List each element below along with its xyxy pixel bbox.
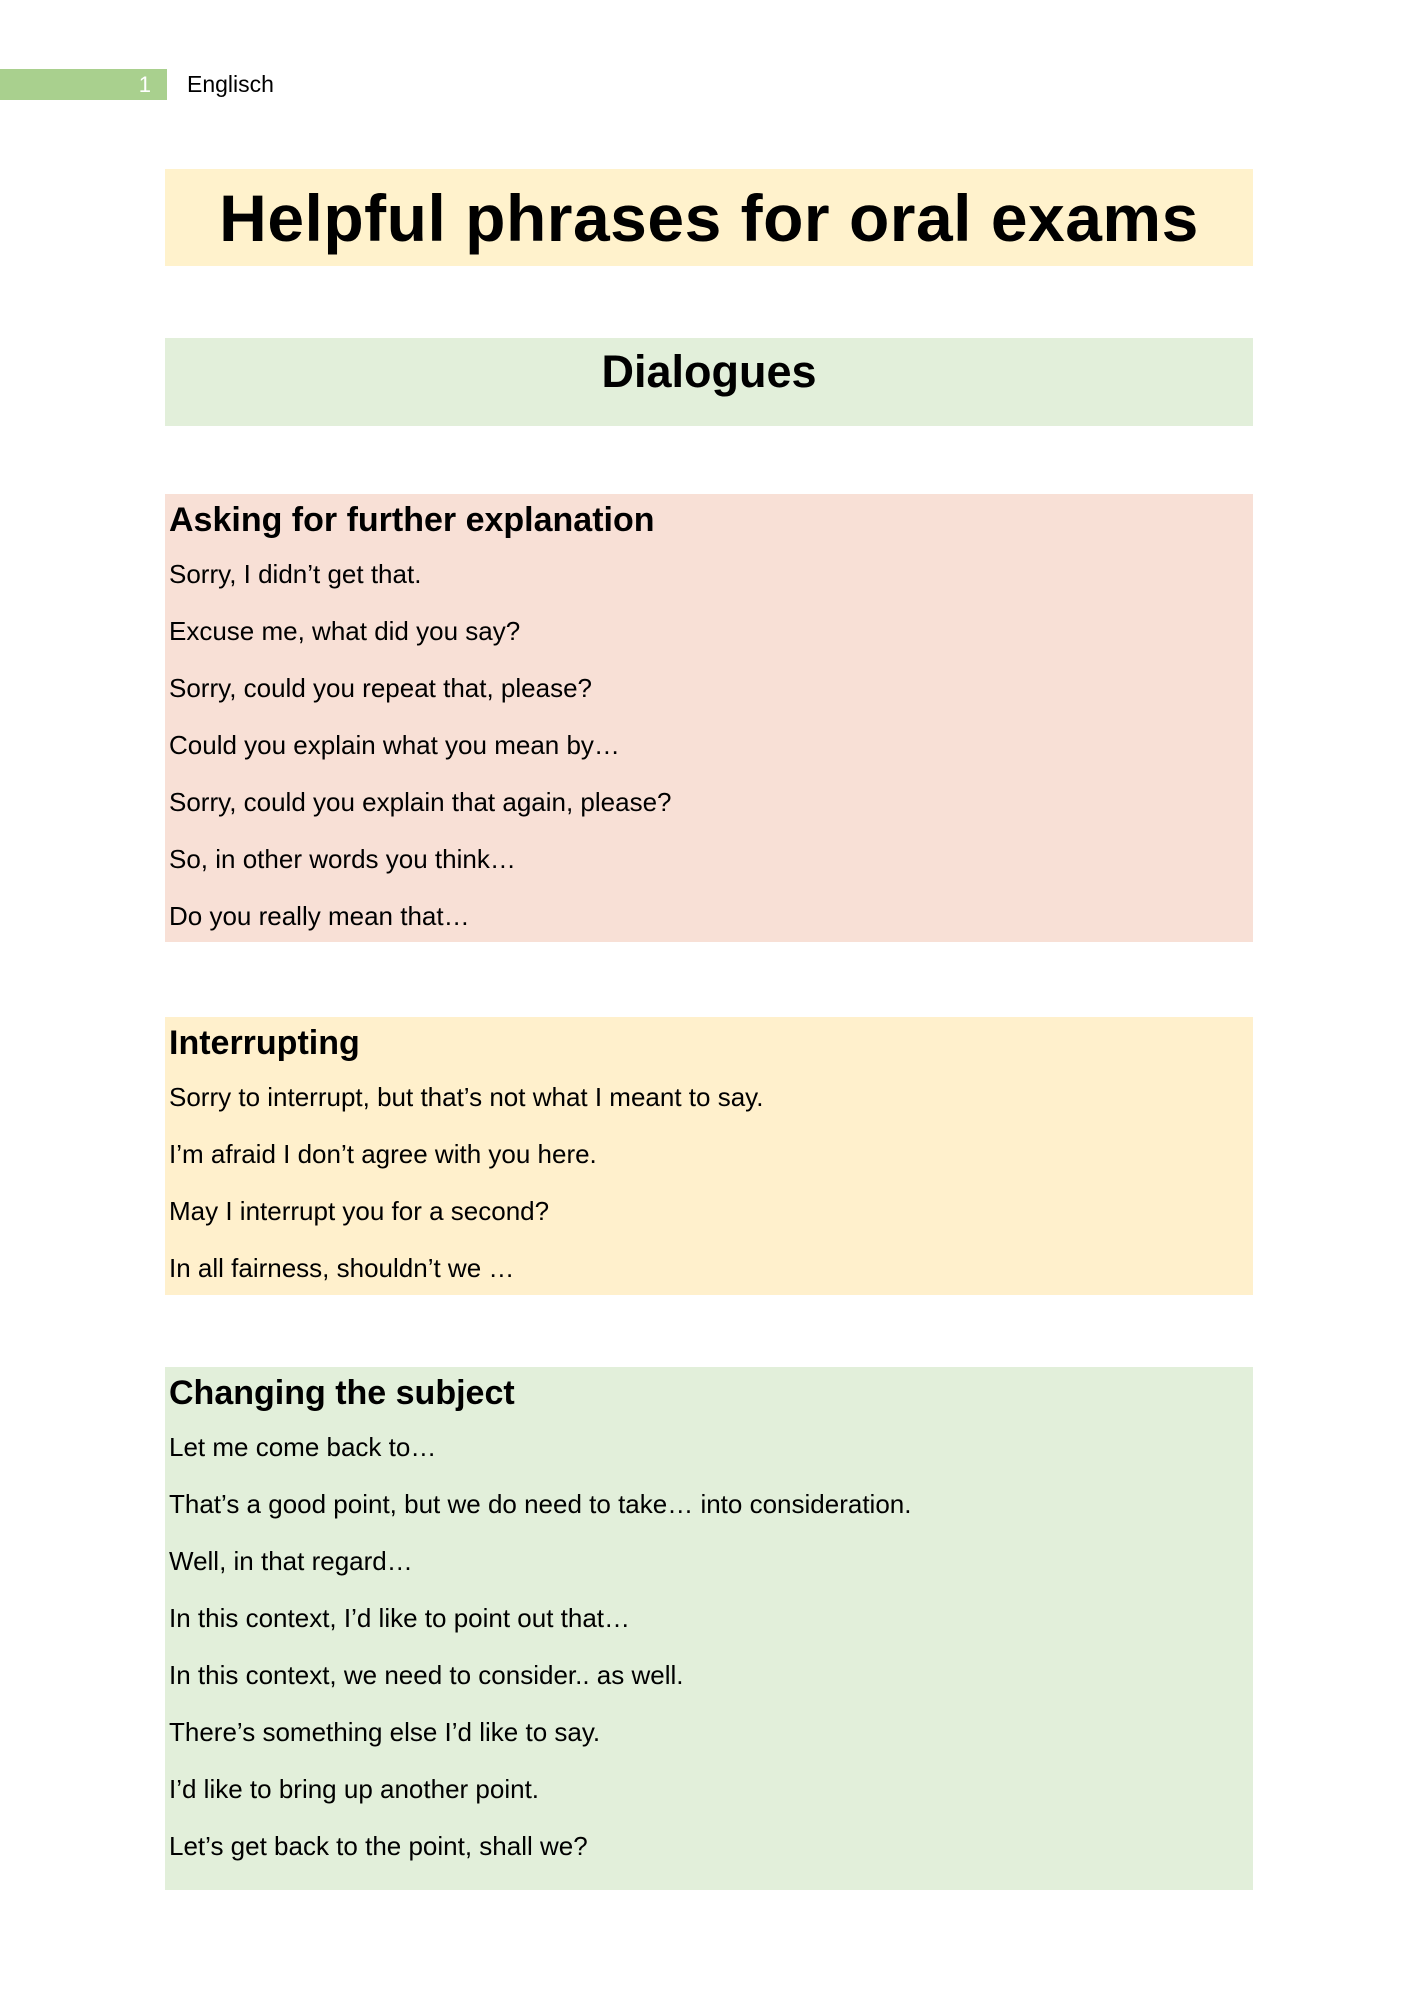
subtitle-banner	[165, 338, 1253, 426]
header-label: Englisch	[187, 71, 274, 97]
section-asking-for-explanation	[165, 494, 1253, 942]
section-heading: Asking for further explanation	[169, 501, 655, 539]
phrase-item: Let me come back to…	[169, 1432, 437, 1462]
phrase-item: Sorry, could you repeat that, please?	[169, 673, 592, 703]
section-interrupting	[165, 1017, 1253, 1295]
section-heading: Interrupting	[169, 1024, 360, 1062]
phrase-item: So, in other words you think…	[169, 844, 516, 874]
phrase-item: Sorry to interrupt, but that’s not what I meant to say.	[169, 1082, 764, 1112]
phrase-item: Well, in that regard…	[169, 1546, 413, 1576]
phrase-item: There’s something else I’d like to say.	[169, 1717, 601, 1747]
phrase-item: In this context, I’d like to point out that…	[169, 1603, 631, 1633]
phrase-item: May I interrupt you for a second?	[169, 1196, 550, 1226]
phrase-item: Let’s get back to the point, shall we?	[169, 1831, 588, 1861]
section-heading: Changing the subject	[169, 1374, 515, 1412]
page-subtitle: Dialogues	[601, 346, 817, 397]
title-banner	[165, 169, 1253, 266]
phrase-item: I’m afraid I don’t agree with you here.	[169, 1139, 597, 1169]
phrase-item: Sorry, I didn’t get that.	[169, 559, 422, 589]
phrase-item: Do you really mean that…	[169, 901, 470, 931]
phrase-item: Excuse me, what did you say?	[169, 616, 521, 646]
phrase-item: I’d like to bring up another point.	[169, 1774, 540, 1804]
section-changing-the-subject	[165, 1367, 1253, 1890]
phrase-item: Could you explain what you mean by…	[169, 730, 620, 760]
phrase-list	[169, 1419, 1249, 1875]
phrase-item: In this context, we need to consider.. as well.	[169, 1660, 684, 1690]
page-header	[0, 69, 274, 100]
page-title: Helpful phrases for oral exams	[219, 180, 1199, 255]
page-number: 1	[0, 69, 167, 100]
phrase-list	[169, 1069, 1249, 1297]
phrase-item: In all fairness, shouldn’t we …	[169, 1253, 515, 1283]
phrase-list	[169, 546, 1249, 945]
phrase-item: Sorry, could you explain that again, please?	[169, 787, 672, 817]
phrase-item: That’s a good point, but we do need to take… into consideration.	[169, 1489, 912, 1519]
